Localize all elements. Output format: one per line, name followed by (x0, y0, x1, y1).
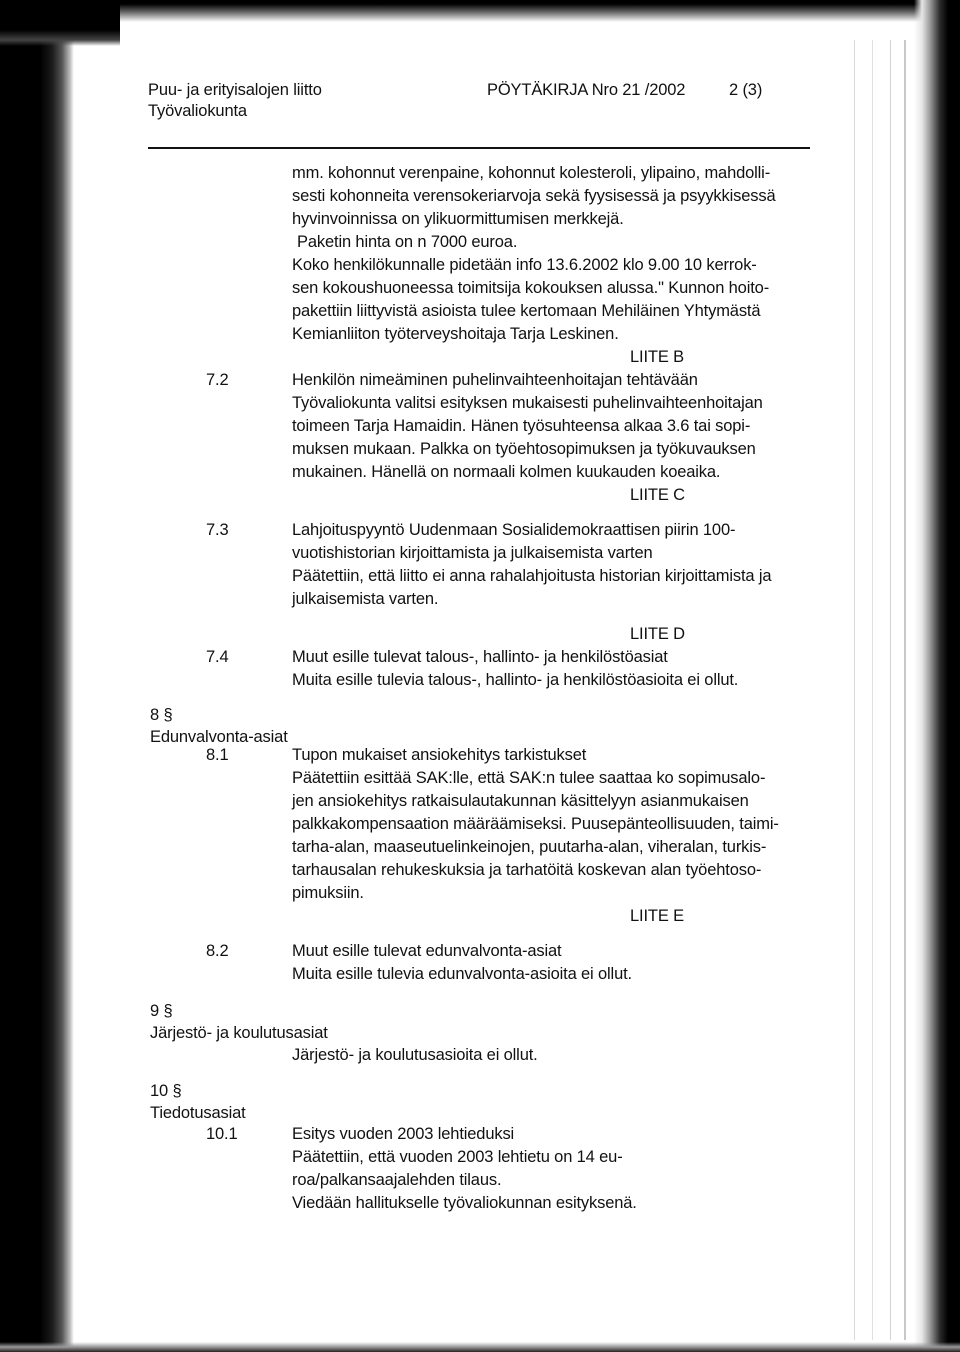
item-text-line: pimuksiin. (292, 884, 364, 902)
item-text-line: toimeen Tarja Hamaidin. Hänen työsuhteensa alkaa 3.6 tai sopi- (292, 417, 751, 435)
section-title: Edunvalvonta-asiat (150, 728, 288, 746)
header-document-title: PÖYTÄKIRJA Nro 21 /2002 (487, 81, 686, 99)
item-text-line: julkaisemista varten. (292, 590, 439, 608)
item-heading: Henkilön nimeäminen puhelinvaihteenhoitajan tehtävään (292, 371, 698, 389)
item-number: 8.2 (206, 942, 229, 960)
item-text-line: roa/palkansaajalehden tilaus. (292, 1171, 502, 1189)
item-text-line: Työvaliokunta valitsi esityksen mukaisesti puhelinvaihteenhoitajan (292, 394, 763, 412)
attachment-label: LIITE D (630, 625, 685, 643)
section-mark: 8 § (150, 706, 173, 724)
item-text-line: Muita esille tulevia edunvalvonta-asioita ei ollut. (292, 965, 632, 983)
item-number: 7.2 (206, 371, 229, 389)
item-heading: Esitys vuoden 2003 lehtieduksi (292, 1125, 515, 1143)
item-text-line: palkkakompensaation määräämiseksi. Puusepänteollisuuden, taimi- (292, 815, 779, 833)
item-heading: Lahjoituspyyntö Uudenmaan Sosialidemokraattisen piirin 100- (292, 521, 736, 539)
header-page-number: 2 (3) (729, 81, 763, 99)
section-title: Tiedotusasiat (150, 1104, 246, 1122)
item-number: 7.4 (206, 648, 229, 666)
scan-edge-bottom (0, 1342, 960, 1352)
item-text-line: Viedään hallitukselle työvaliokunnan esityksenä. (292, 1194, 637, 1212)
item-text-line: tarha-alan, maaseutuelinkeinojen, puutarha-alan, viheralan, turkis- (292, 838, 767, 856)
continuation-line: Kemianliiton työterveyshoitaja Tarja Leskinen. (292, 325, 619, 343)
continuation-line: hyvinvoinnissa on ylikuormittumisen merkkejä. (292, 210, 624, 228)
scan-edge-right (914, 0, 960, 1352)
section-mark: 10 § (150, 1082, 182, 1100)
item-text-line: mukainen. Hänellä on normaali kolmen kuukauden koeaika. (292, 463, 721, 481)
attachment-label: LIITE B (630, 348, 684, 366)
attachment-label: LIITE E (630, 907, 684, 925)
header-rule (148, 147, 810, 149)
item-text-line: Järjestö- ja koulutusasioita ei ollut. (292, 1046, 538, 1064)
scan-edge-right-pages (844, 40, 914, 1340)
continuation-line: Paketin hinta on n 7000 euroa. (297, 233, 518, 251)
attachment-label: LIITE C (630, 486, 685, 504)
continuation-line: sesti kohonneita verensokeriarvoja sekä fyysisessä ja psyykkisessä (292, 187, 776, 205)
continuation-line: Koko henkilökunnalle pidetään info 13.6.2002 klo 9.00 10 kerrok- (292, 256, 757, 274)
item-text-line: Päätettiin, että vuoden 2003 lehtietu on 14 eu- (292, 1148, 623, 1166)
item-heading: Tupon mukaiset ansiokehitys tarkistukset (292, 746, 587, 764)
header-committee: Työvaliokunta (148, 102, 247, 120)
continuation-line: pakettiin liittyvistä asioista tulee kertomaan Mehiläinen Yhtymästä (292, 302, 761, 320)
item-text-line: tarhausalan rehukeskuksia ja tarhatöitä koskevan alan työehtoso- (292, 861, 762, 879)
item-text-line: Päätettiin, että liitto ei anna rahalahjoitusta historian kirjoittamista ja (292, 567, 772, 585)
scan-edge-top (0, 0, 960, 22)
item-heading: Muut esille tulevat edunvalvonta-asiat (292, 942, 562, 960)
scan-edge-left-corner (0, 0, 120, 46)
scan-edge-left (0, 0, 74, 1352)
continuation-line: mm. kohonnut verenpaine, kohonnut kolesteroli, ylipaino, mahdolli- (292, 164, 771, 182)
item-number: 8.1 (206, 746, 229, 764)
header-organization: Puu- ja erityisalojen liitto (148, 81, 322, 99)
section-title: Järjestö- ja koulutusasiat (150, 1024, 328, 1042)
section-mark: 9 § (150, 1002, 173, 1020)
item-text-line: jen ansiokehitys ratkaisulautakunnan käsittelyyn asianmukaisen (292, 792, 749, 810)
continuation-line: sen kokoushuoneessa toimitsija kokouksen alussa." Kunnon hoito- (292, 279, 770, 297)
item-text-line: muksen mukaan. Palkka on työehtosopimuksen ja työkuvauksen (292, 440, 756, 458)
item-heading: Muut esille tulevat talous-, hallinto- ja henkilöstöasiat (292, 648, 668, 666)
item-number: 7.3 (206, 521, 229, 539)
item-number: 10.1 (206, 1125, 238, 1143)
item-text-line: Päätettiin esittää SAK:lle, että SAK:n tulee saattaa ko sopimusalo- (292, 769, 766, 787)
item-text-line: Muita esille tulevia talous-, hallinto- ja henkilöstöasioita ei ollut. (292, 671, 739, 689)
item-text-line: vuotishistorian kirjoittamista ja julkaisemista varten (292, 544, 653, 562)
